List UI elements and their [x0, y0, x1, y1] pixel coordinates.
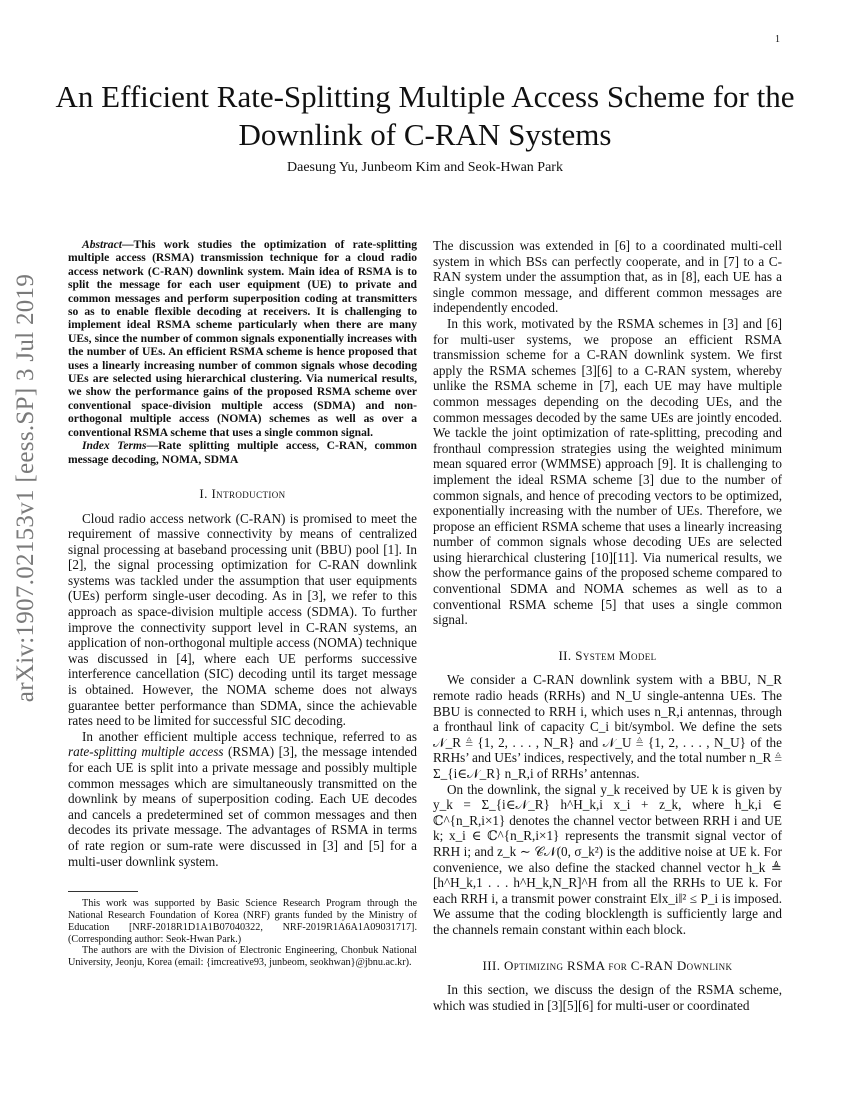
index-terms-text: —Rate splitting multiple access, C-RAN, common message decoding, NOMA, SDMA: [68, 439, 418, 466]
page-number: 1: [775, 34, 780, 45]
footnote-affiliation: The authors are with the Division of Electronic Engineering, Chonbuk National University, Jeonju, Korea (email: {imcreative93, junbeom, seokhwan}@jbnu.ac.kr).: [68, 945, 417, 969]
intro-paragraph-2: In another efficient multiple access technique, referred to as rate-splitting multiple access (RSMA) [3], the message intended for each UE is split into a private message and possibly multiple common messages which are simultaneously transmitted on the downlink by means of superposition coding. Each UE decodes and cancels a predetermined set of common messages and then decodes its private message. The advantages of RSMA in terms of rate region or sum-rate were discussed in [3] and [5] for a multi-user downlink system.: [68, 728, 417, 869]
abstract-text: —This work studies the optimization of rate-splitting multiple access (RSMA) transmission technique for a cloud radio access network (C-RAN) downlink system. Main idea of RSMA is to split the message for each user equipment (UE) to private and common messages and perform superposition coding at transmitters so as to enable flexible decoding at receivers. It is challenging to implement ideal RSMA scheme particularly when there are many UEs, since the number of common signals exponentially increases with the number of UEs. An efficient RSMA scheme is hence proposed that uses a linearly increasing number of common signals whose decoding UEs are selected using hierarchical clustering. Via numerical results, we show the performance gains of the proposed RSMA scheme over conventional space-division multiple access (SDMA) and non-orthogonal multiple access (NOMA) schemes as well as over a conventional RSMA scheme that uses a single common signal.: [68, 238, 417, 439]
right-column: [433, 238, 782, 1013]
intro-paragraph-1: Cloud radio access network (C-RAN) is promised to meet the requirement of massive connectivity by means of centralized signal processing at baseband processing unit (BBU) pool [1]. In [2], the signal processing optimization for C-RAN downlink systems was tackled under the assumption that user equipments (UEs) perform single-user decoding. As in [3], we refer to this approach as space-division multiple access (SDMA). To further improve the connectivity support level in C-RAN systems, an application of non-orthogonal multiple access (NOMA) technique was discussed in [4], where each UE performs successive interference cancellation (SIC) decoding until its target message is obtained. However, the NOMA scheme does not always guarantee better performance than SDMA, since the achievable rates need to be limited for successful SIC decoding.: [68, 510, 417, 729]
footnote-funding: This work was supported by Basic Science Research Program through the National Research Foundation of Korea (NRF) grants funded by the Ministry of Education [NRF-2018R1D1A1B07040322, NRF-2019R1A6A1A09031717]. (Corresponding author: Seok-Hwan Park.): [68, 898, 417, 945]
section-heading-introduction: I. Introduction: [199, 485, 286, 501]
author-list: Daesung Yu, Junbeom Kim and Seok-Hwan Park: [287, 160, 563, 175]
system-model-paragraph-2: On the downlink, the signal y_k received by UE k is given by y_k = Σ_{i∈𝒩_R} h^H_k,i x_i + z_k, where h_k,i ∈ ℂ^{n_R,i×1} denotes the channel vector between RRH i and UE k; x_i ∈ ℂ^{n_R,i×1} represents the transmit signal vector of RRH i; and z_k ∼ 𝒞𝒩(0, σ_k²) is the additive noise at UE k. For convenience, we also define the stacked channel vector h_k ≜ [h^H_k,1 . . . h^H_k,N_R]^H from all the RRHs to UE k. For each RRH i, a transmit power constraint E‖x_i‖² ≤ P_i is imposed. We assume that the coding blocklength is sufficiently large and the channels remain constant within each block.: [433, 781, 782, 937]
intro-paragraph-4: In this work, motivated by the RSMA schemes in [3] and [6] for multi-user systems, we propose an efficient RSMA transmission scheme for a C-RAN downlink system. We first apply the RSMA schemes [3][6] to a C-RAN system, whereby unlike the RSMA scheme in [7], each UE may have multiple common messages depending on the decoding UEs, and the common messages decoded by the same UEs are jointly encoded. We tackle the joint optimization of rate-splitting, precoding and fronthaul compression strategies using the weighted minimum mean squared error (WMMSE) approach [9]. It is challenging to implement the ideal RSMA scheme [3] due to the number of common signals, and hence of precoding vectors to be optimized, exponentially increasing with the number of UEs. Therefore, we propose an efficient RSMA scheme that uses a linearly increasing number of common signals whose decoding UEs are selected using hierarchical clustering [10][11]. Via numerical results, we show the performance gains of the proposed scheme compared to conventional SDMA and NOMA schemes as well as to a conventional RSMA scheme [5] that uses a single common signal.: [433, 315, 782, 628]
section-heading-optimizing-rsma: III. Optimizing RSMA for C-RAN Downlink: [482, 957, 733, 973]
index-terms: [68, 439, 417, 466]
section-heading-system-model: II. System Model: [558, 647, 657, 663]
optimizing-paragraph-1: In this section, we discuss the design of the RSMA scheme, which was studied in [3][5][6] for multi-user or coordinated: [433, 982, 782, 1013]
system-model-paragraph-1: We consider a C-RAN downlink system with a BBU, N_R remote radio heads (RRHs) and N_U single-antenna UEs. The BBU is connected to RRH i, which uses n_R,i antennas, through a fronthaul link of capacity C_i bit/symbol. We define the sets 𝒩_R ≜ {1, 2, . . . , N_R} and 𝒩_U ≜ {1, 2, . . . , N_U} of the RRHs’ and UEs’ indices, respectively, and the total number n_R ≜ Σ_{i∈𝒩_R} n_R,i of RRHs’ antennas.: [433, 672, 782, 781]
left-column: [68, 238, 417, 969]
paper-title: An Efficient Rate-Splitting Multiple Access Scheme for the Downlink of C-RAN Systems: [55, 79, 795, 152]
footnote-divider: [68, 891, 138, 892]
arxiv-identifier: arXiv:1907.02153v1 [eess.SP] 3 Jul 2019: [12, 273, 39, 703]
abstract: [68, 238, 417, 439]
abstract-label: Abstract: [82, 238, 122, 251]
index-terms-label: Index Terms: [82, 439, 147, 453]
intro-paragraph-3: The discussion was extended in [6] to a coordinated multi-cell system in which BSs can perfectly cooperate, and in [7] to a C-RAN system under the assumption that, as in [8], each UE has a single common message, and different common messages are independently encoded.: [433, 238, 782, 316]
